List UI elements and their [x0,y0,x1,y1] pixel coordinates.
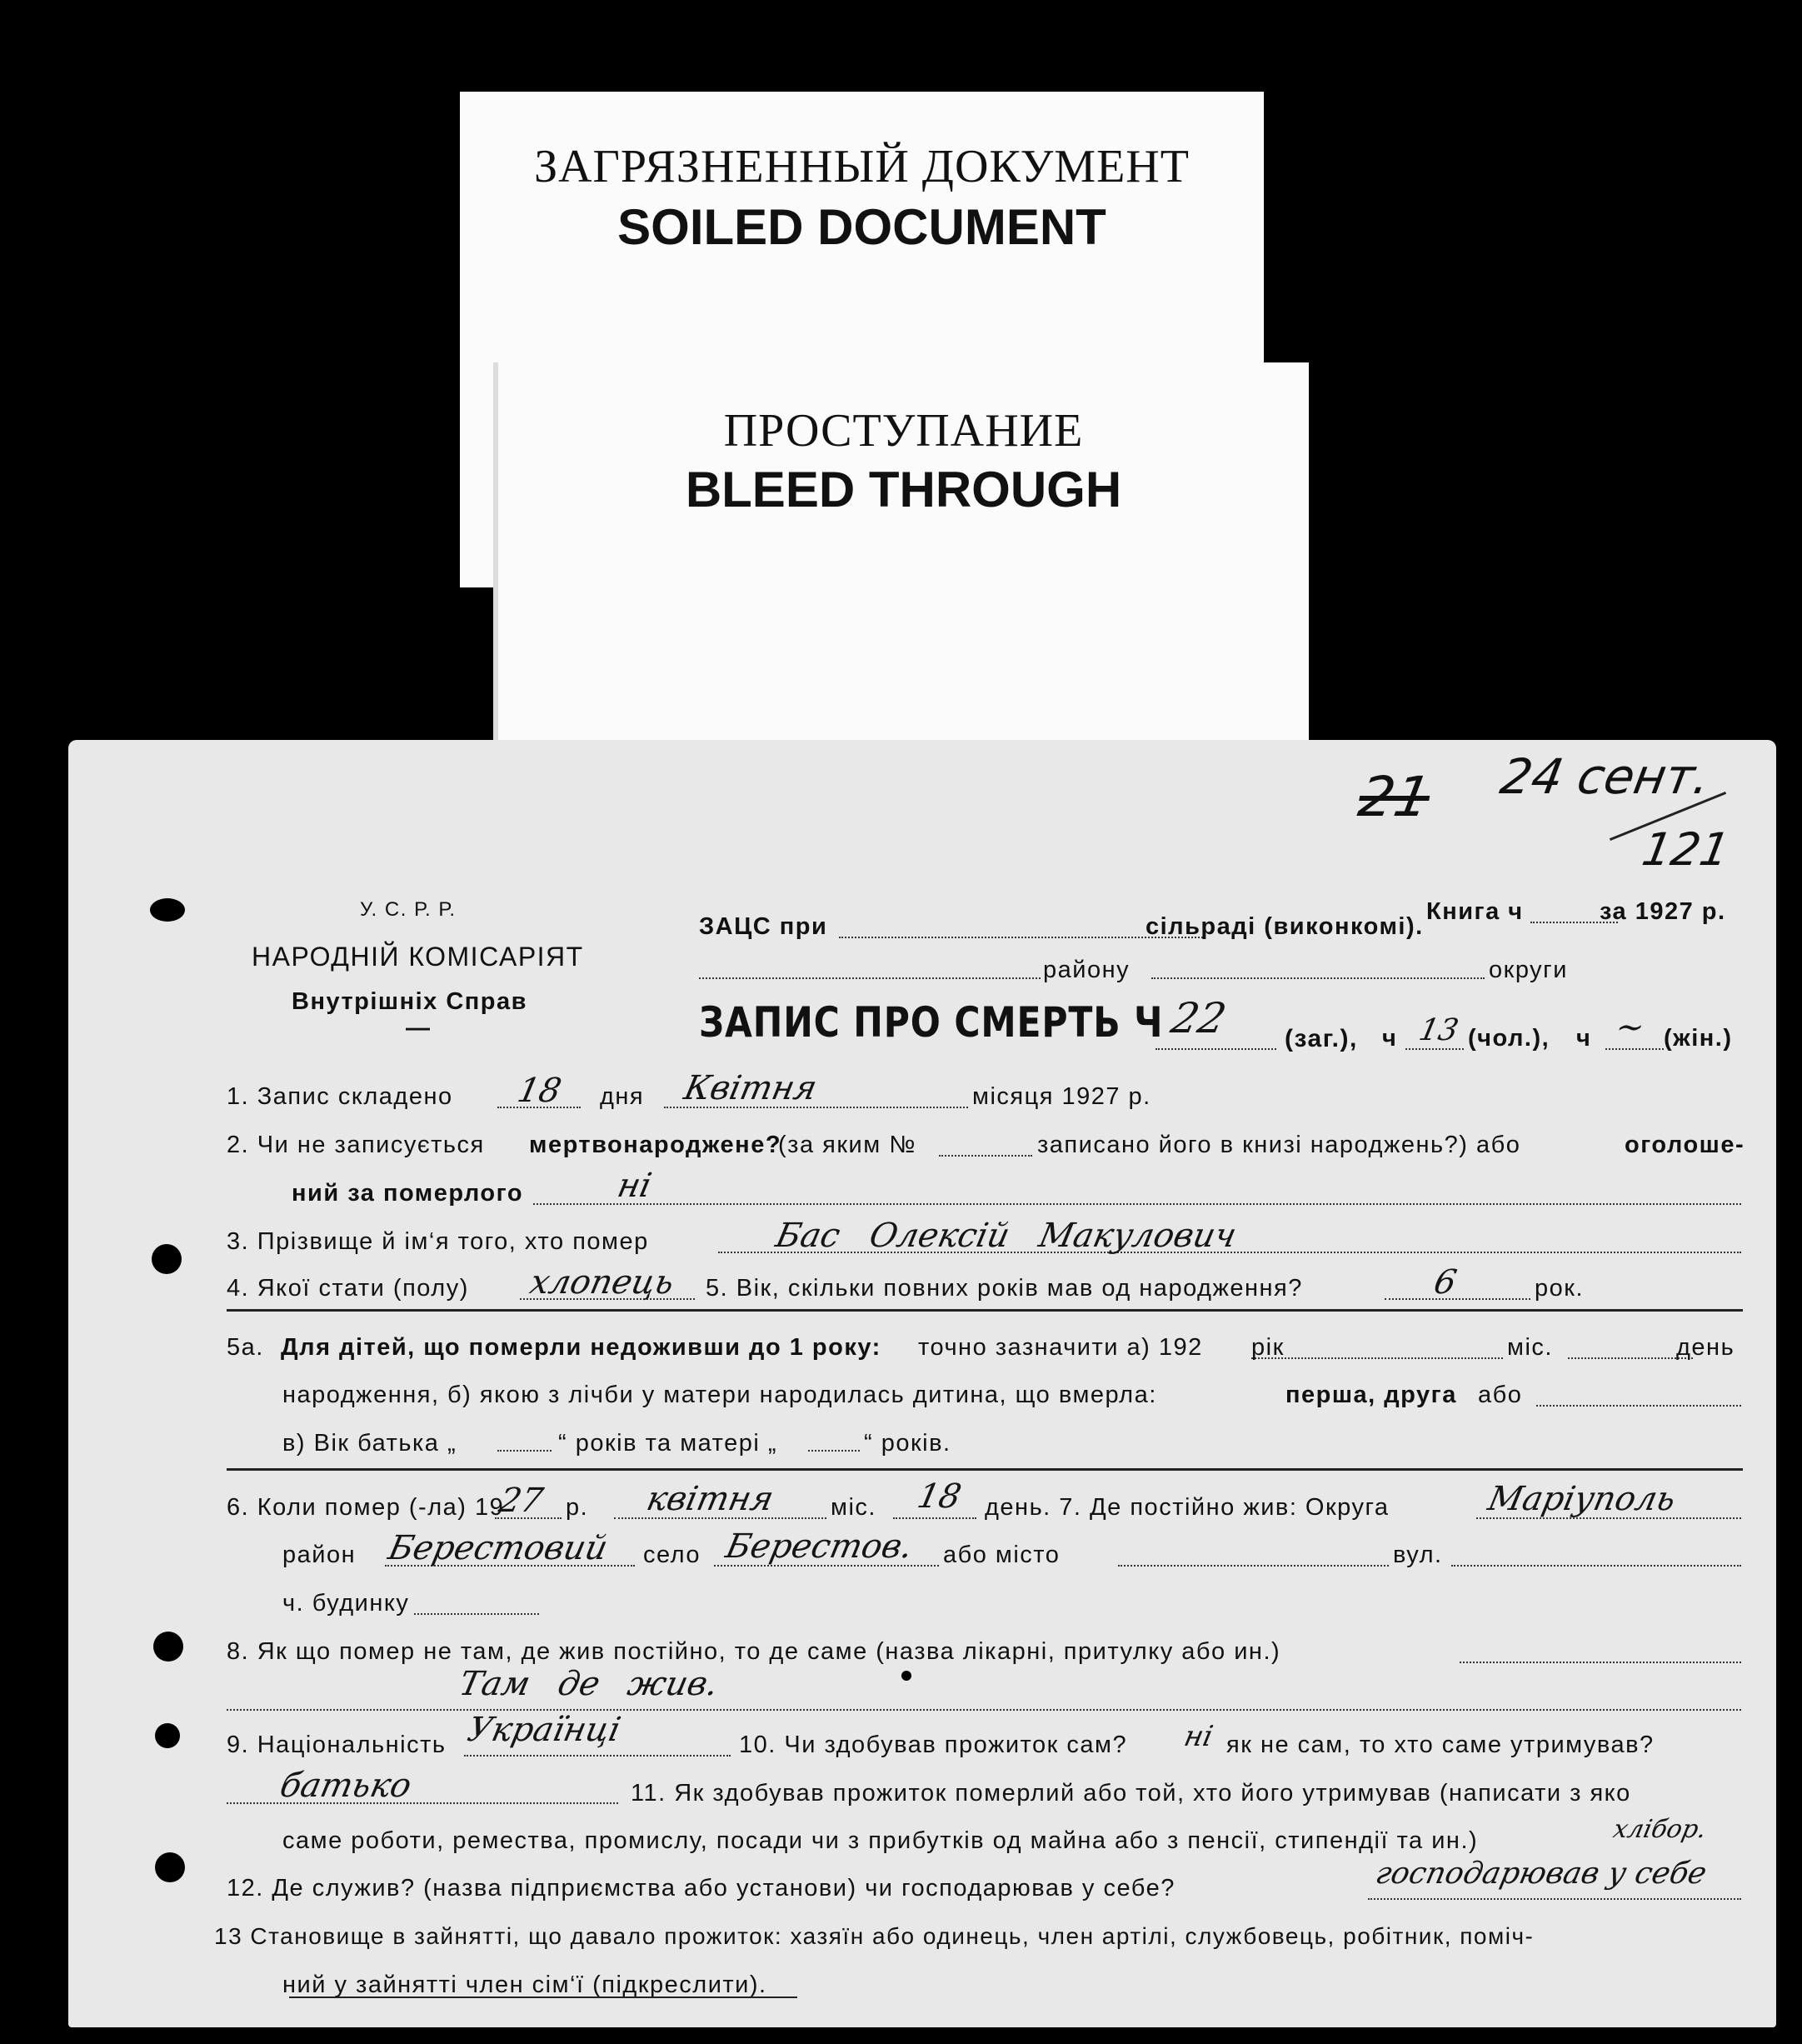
death-record-form [68,740,1776,2027]
mother-age-field[interactable] [808,1450,860,1452]
silradi-label: сільраді (виконкомі). [1146,913,1424,940]
ch-label-2: ч [1576,1025,1592,1052]
punch-hole [155,1852,185,1882]
death-year-value: 27 [496,1482,547,1520]
house-label: ч. будинку [282,1590,410,1617]
affairs-header: Внутрішніх Справ [292,988,527,1015]
selo-label: село [643,1542,701,1568]
announced-field[interactable] [533,1203,1741,1205]
line2-deceased-label: ний за померлого [292,1180,524,1207]
age-unit: рок. [1535,1275,1585,1302]
rayon-label: району [1043,957,1131,983]
rayon-label-2: район [282,1542,357,1568]
page-title: ЗАПИС ПРО СМЕРТЬ Ч [699,998,1164,1047]
supporter-field[interactable] [227,1802,618,1804]
parents-age-label: в) Вік батька „ [282,1430,457,1457]
year-label: за 1927 р. [1600,898,1726,925]
death-place-value: Там де жив. [456,1665,722,1703]
female-count-field[interactable] [1605,1048,1664,1050]
infant-day-label: день [1676,1334,1735,1361]
line2-recorded: записано його в книзі народжень?) або [1037,1132,1521,1158]
okruha-value: Маріуполь [1485,1480,1680,1518]
okruhy-label: округи [1489,957,1568,983]
sheet-number-handwritten: 121 [1638,823,1734,876]
line1-label: 1. Запис складено [227,1083,453,1110]
birth-record-number-field[interactable] [939,1155,1032,1157]
line2-number-label: (за яким № [778,1132,916,1158]
age-value: 6 [1430,1263,1460,1302]
day-value: 18 [514,1072,565,1110]
bleed-ru-label: ПРОСТУПАНИЕ [723,405,1084,457]
header-dash: — [406,1015,432,1042]
announced-value: ні [614,1167,656,1205]
line4-label: 4. Якої стати (полу) [227,1275,469,1302]
birth-order-options: перша, друга [1285,1382,1457,1408]
father-age-field[interactable] [497,1450,552,1452]
house-field[interactable] [414,1613,539,1615]
commissariat-header: НАРОДНІЙ КОМІСАРІЯТ [252,942,584,972]
line5a-num: 5а. [227,1334,264,1361]
section-divider [227,1309,1743,1312]
age-field[interactable] [1385,1298,1530,1300]
section-divider [227,1468,1743,1471]
residence-rayon-value: Берестовий [385,1529,611,1567]
punch-hole [155,1723,180,1748]
line2-announced: оголоше- [1625,1132,1745,1158]
deceased-name: Бас Олексій Макулович [772,1217,1240,1255]
soiled-ru-label: ЗАГРЯЗНЕННЫЙ ДОКУМЕНТ [534,141,1190,192]
infant-heading: Для дітей, що померли недоживши до 1 року: [281,1334,881,1361]
parents-age-end: “ років. [864,1430,951,1457]
line11-label: 11. Як здобував прожиток померлий або той, хто його утримував (написати з яко [631,1780,1631,1807]
female-count: ~ [1612,1008,1649,1047]
punch-hole [153,1632,183,1662]
line10-who: як не сам, то хто саме утримував? [1226,1732,1655,1758]
chol-label: (чол.), [1468,1025,1550,1052]
line10-label: 10. Чи здобував прожиток сам? [739,1732,1128,1758]
line2-label: 2. Чи не записується [227,1132,485,1158]
infant-year-label: рік [1251,1334,1285,1361]
zag-label: (заг.), [1285,1025,1358,1052]
line13-detail: ний у зайнятті член сім‘ї (підкреслити). [282,1972,767,1998]
death-day-value: 18 [914,1477,965,1516]
line6-label: 6. Коли помер (-ла) 19 [227,1494,505,1521]
infant-month-label: міс. [1507,1334,1553,1361]
line11-detail: саме роботи, ремества, промислу, посади чи з прибутків од майна або з пенсії, стипендії та ин.) [282,1827,1479,1854]
ch-label-1: ч [1382,1025,1398,1052]
line12-label: 12. Де служив? (назва підприємства або установи) чи господарював у себе? [227,1875,1176,1902]
punch-hole [901,1671,911,1681]
selo-value: Берестов. [722,1527,916,1566]
death-place-field-2[interactable] [227,1709,1741,1711]
line13-label: 13 Становище в зайнятті, що давало прожиток: хазяїн або одинець, член артілі, службовець, робітник, поміч- [214,1923,1535,1949]
bleed-en-label: BLEED THROUGH [685,462,1122,517]
male-count-field[interactable] [1405,1048,1464,1050]
line6-month: міс. [831,1494,876,1521]
record-date-handwritten: 24 сент. [1496,748,1715,805]
ussr-header: У. С. Р. Р. [360,898,457,921]
punch-hole [150,898,185,922]
line1-month-label: місяця 1927 р. [972,1083,1151,1110]
death-month-value: квітня [643,1480,777,1518]
misto-field[interactable] [1118,1565,1389,1567]
line5-label: 5. Вік, скільки повних років мав од народження? [706,1275,1303,1302]
line8-label: 8. Як що помер не там, де жив постійно, то де саме (назва лікарні, притулку або ин.) [227,1638,1281,1665]
infant-day-field[interactable] [1568,1357,1693,1359]
sex-value: хлопець [527,1263,678,1302]
street-field[interactable] [1451,1565,1741,1567]
stillborn-label: мертвонароджене? [529,1132,782,1158]
zags-label: ЗАЦС при [699,913,828,940]
record-total-number: 22 [1166,994,1230,1042]
birth-order-field[interactable] [1536,1405,1741,1407]
soiled-en-label: SOILED DOCUMENT [617,199,1106,255]
rayon-field[interactable] [699,977,1041,979]
livelihood-value: хлібор. [1610,1815,1710,1844]
death-year-field[interactable] [495,1517,562,1519]
self-support-value: ні [1181,1720,1216,1753]
infant-month-field[interactable] [1311,1357,1503,1359]
okruhy-field[interactable] [1151,977,1485,979]
misto-label: або місто [943,1542,1061,1568]
employer-value: господарював у себе [1372,1857,1710,1891]
record-number-handwritten: 21 [1354,765,1435,829]
birth-order-label: народження, б) якою з лічби у матери народилась дитина, що вмерла: [282,1382,1157,1408]
male-count: 13 [1415,1013,1462,1047]
nationality-field[interactable] [464,1755,731,1757]
street-label: вул. [1393,1542,1443,1568]
line7-label: день. 7. Де постійно жив: Округа [985,1494,1390,1521]
bleed-through-card [498,362,1309,742]
month-value: Квітня [681,1069,821,1107]
supporter-value: батько [277,1767,415,1805]
family-member-underline [289,1997,797,1998]
record-total-field[interactable] [1156,1048,1276,1050]
parents-age-mid: “ років та матері „ [558,1430,778,1457]
birth-order-or: або [1478,1382,1523,1408]
employer-field[interactable] [1368,1898,1741,1900]
line1-dnia: дня [600,1083,645,1110]
zhin-label: (жін.) [1664,1025,1733,1052]
line6-yr: р. [566,1494,589,1521]
line3-label: 3. Прізвище й ім‘я того, хто помер [227,1228,649,1255]
punch-hole [152,1244,182,1274]
death-day-field[interactable] [893,1517,976,1519]
book-label: Книга ч [1426,898,1524,925]
nationality-value: Українці [464,1711,624,1749]
death-place-field[interactable] [1460,1662,1741,1663]
infant-exact: точно зазначити а) 192 [918,1334,1203,1361]
line9-label: 9. Національність [227,1732,447,1758]
